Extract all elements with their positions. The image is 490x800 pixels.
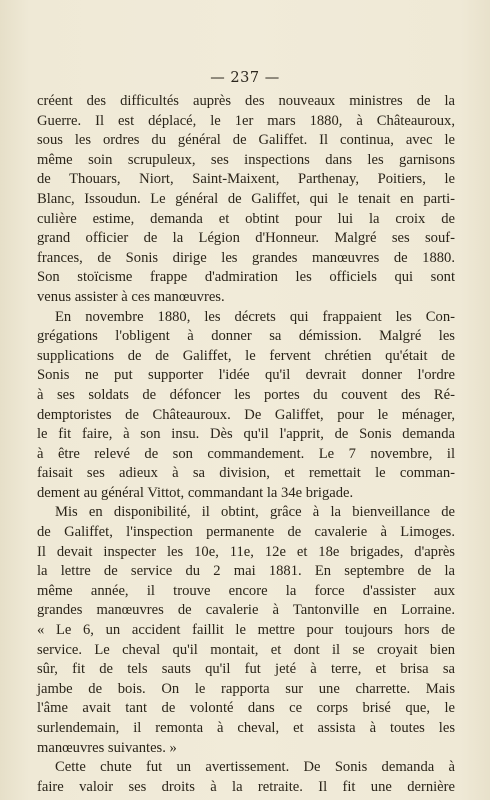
text-line: Guerre. Il est déplacé, le 1er mars 1880, à Châteauroux, [37,112,455,129]
text-line: supplications de de Galiffet, le fervent chrétien qu'était de [37,347,455,364]
text-line: Cette chute fut un avertissement. De Sonis demanda à [55,759,455,776]
text-line: sûr, fit de tels sauts qu'il fut jeté à terre, et brisa sa [37,661,455,678]
text-line: grand officier de la Légion d'Honneur. Malgré ses souf- [37,230,455,247]
text-line: culière estime, demanda et obtint pour lui la croix de [37,210,455,227]
text-line: jambe de bois. On le rapporta sur une charrette. Mais [37,680,455,697]
text-line: Mis en disponibilité, il obtint, grâce à la bienveillance de [55,504,455,521]
text-line: En novembre 1880, les décrets qui frappaient les Con- [55,308,455,325]
text-line: « Le 6, un accident faillit le mettre pour toujours hors de [37,622,455,639]
text-line: grandes manœuvres de cavalerie à Tantonville en Lorraine. [37,602,455,619]
text-line: frances, de Sonis dirige les grandes manœuvres de 1880. [37,249,455,266]
paragraph [37,308,455,504]
body-text [37,92,455,797]
text-line: Blanc, Issoudun. Le général de Galiffet, qui le tenait en parti- [37,190,455,207]
text-line: l'âme avait tant de volonté dans ce corps brisé que, le [37,700,455,717]
paragraph [37,92,455,308]
text-line: à ses soldats de défoncer les portes du couvent des Ré- [37,386,455,403]
text-line: Son stoïcisme frappe d'admiration les officiels qui sont [37,269,455,286]
text-line: de Thouars, Niort, Saint-Maixent, Parthenay, Poitiers, le [37,171,455,188]
text-line: même soin scrupuleux, ses inspections dans les garnisons [37,151,455,168]
text-line: manœuvres suivantes. » [37,739,177,756]
text-line: demptoristes de Châteauroux. De Galiffet, pour le ménager, [37,406,455,423]
text-line: service. Le cheval qu'il montait, et dont il se croyait bien [37,641,455,658]
text-line: sous les ordres du général de Galiffet. Il continua, avec le [37,132,455,149]
paragraph [37,758,455,797]
text-line: surlendemain, il remonta à cheval, et assista à toutes les [37,720,455,736]
text-line: de Galiffet, l'inspection permanente de cavalerie à Limoges. [37,524,455,541]
text-line: faisait ses adieux à sa division, et remettait le comman- [37,465,455,482]
text-line: même année, il trouve encore la force d'assister aux [37,582,455,599]
text-line: grégations l'obligent à donner sa démission. Malgré les [37,328,455,345]
text-line: la lettre de service du 2 mai 1881. En septembre de la [37,563,455,580]
page-number: — 237 — [210,70,280,86]
text-line: faire valoir ses droits à la retraite. Il fit une dernière [37,778,455,795]
text-line: créent des difficultés auprès des nouveaux ministres de la [37,93,455,109]
paragraph [37,503,455,758]
text-line: dement au général Vittot, commandant la 34e brigade. [37,484,354,501]
text-line: le fit faire, à son insu. Dès qu'il l'apprit, de Sonis demanda [37,426,455,443]
text-line: venus assister à ces manœuvres. [37,288,225,305]
text-line: Sonis ne put supporter l'idée qu'il devrait donner l'ordre [37,367,455,384]
text-line: Il devait inspecter les 10e, 11e, 12e et 18e brigades, d'après [37,543,455,560]
text-line: à être relevé de son commandement. Le 7 novembre, il [37,445,455,462]
